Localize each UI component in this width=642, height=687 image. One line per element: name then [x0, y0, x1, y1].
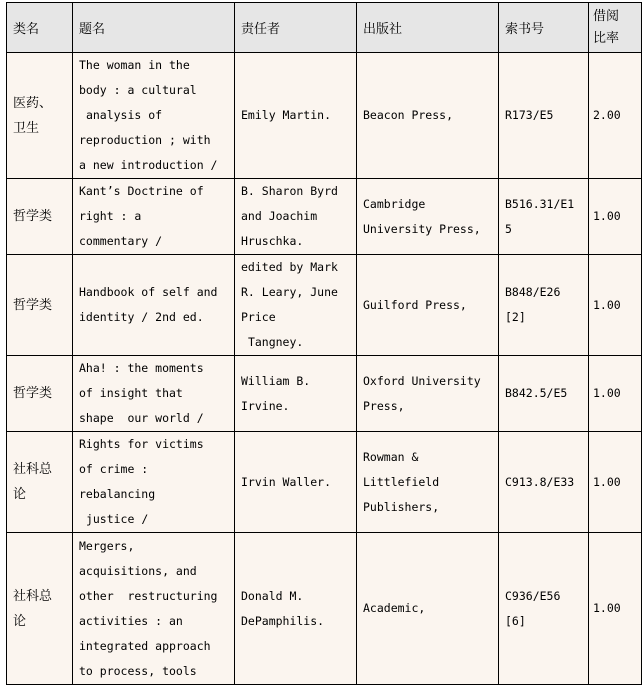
author-line: edited by Mark	[241, 260, 338, 274]
category-line: 哲学类	[13, 209, 53, 224]
category-cell	[7, 432, 73, 533]
category-cell	[7, 179, 73, 255]
category-line: 论	[13, 613, 27, 629]
call-number-cell	[499, 179, 589, 255]
publisher-line: Beacon Press,	[363, 108, 454, 122]
call-number-cell	[499, 255, 589, 356]
title-line: rebalancing	[79, 487, 156, 501]
title-line: of insight that	[79, 386, 183, 400]
title-cell	[73, 356, 235, 432]
author-cell	[235, 255, 357, 356]
author-cell	[235, 432, 357, 533]
borrow-ratio-cell: 1.00	[589, 255, 642, 356]
header-borrow-ratio-line2: 比率	[593, 30, 620, 46]
author-line: and Joachim	[241, 209, 318, 223]
publisher-line: Oxford University	[363, 373, 481, 388]
author-line: R. Leary, June	[241, 285, 338, 299]
title-line: shape our world /	[79, 411, 204, 425]
category-line: 论	[13, 487, 27, 502]
category-cell	[7, 53, 73, 179]
call-number-line: B848/E26	[505, 285, 561, 299]
category-cell	[7, 533, 73, 685]
table-row	[7, 356, 642, 432]
table-row	[7, 53, 642, 179]
header-borrow-ratio	[589, 3, 642, 53]
call-number-line: C913.8/E33	[505, 474, 575, 489]
author-line: B. Sharon Byrd	[241, 184, 338, 198]
title-cell	[73, 53, 235, 179]
call-number-cell	[499, 53, 589, 179]
author-line: Irvine.	[241, 398, 290, 413]
title-line: Kant’s Doctrine of	[79, 184, 204, 198]
borrow-ratio-cell: 1.00	[589, 432, 642, 533]
title-line: commentary /	[79, 234, 163, 248]
table-row	[7, 255, 642, 356]
title-cell	[73, 179, 235, 255]
call-number-cell	[499, 356, 589, 432]
publisher-line: Academic,	[363, 601, 426, 615]
title-line: other restructuring	[79, 588, 218, 603]
publisher-line: Rowman &	[363, 449, 419, 464]
publisher-cell	[357, 255, 499, 356]
title-line: acquisitions, and	[79, 563, 197, 578]
author-line: William B.	[241, 373, 311, 388]
title-line: Mergers,	[79, 538, 135, 553]
title-line: right : a	[79, 209, 142, 223]
category-line: 社科总	[13, 588, 53, 604]
publisher-line: Publishers,	[363, 499, 440, 514]
call-number-line: B842.5/E5	[505, 386, 568, 400]
title-line: Rights for victims	[79, 437, 204, 451]
category-line: 医药、	[13, 95, 53, 111]
title-cell	[73, 432, 235, 533]
title-line: identity / 2nd ed.	[79, 310, 204, 324]
call-number-line: [2]	[505, 310, 526, 324]
author-line: Emily Martin.	[241, 108, 332, 122]
title-cell	[73, 255, 235, 356]
header-author: 责任者	[235, 3, 357, 53]
title-line: integrated approach	[79, 638, 211, 653]
author-line: Price	[241, 310, 276, 324]
author-line: Hruschka.	[241, 234, 304, 248]
category-line: 卫生	[13, 120, 40, 136]
title-line: to process, tools	[79, 663, 197, 678]
borrow-ratio-cell: 1.00	[589, 179, 642, 255]
borrow-ratio-cell: 2.00	[589, 53, 642, 179]
category-line: 社科总	[13, 462, 53, 477]
header-publisher: 出版社	[357, 3, 499, 53]
title-line: activities : an	[79, 613, 183, 628]
publisher-line: Littlefield	[363, 474, 440, 489]
call-number-line: C936/E56	[505, 588, 561, 603]
publisher-cell	[357, 533, 499, 685]
category-line: 哲学类	[13, 386, 53, 401]
table-body	[7, 53, 642, 685]
call-number-line: 5	[505, 221, 512, 236]
author-line: Tangney.	[241, 335, 304, 349]
header-category: 类名	[7, 3, 73, 53]
publisher-line: Guilford Press,	[363, 297, 467, 312]
author-cell	[235, 356, 357, 432]
publisher-line: Cambridge	[363, 196, 426, 211]
category-cell	[7, 255, 73, 356]
book-borrow-table	[6, 2, 642, 685]
call-number-cell	[499, 432, 589, 533]
title-line: The woman in the	[79, 58, 190, 72]
title-line: body : a cultural	[79, 83, 197, 97]
header-call-number: 索书号	[499, 3, 589, 53]
borrow-ratio-cell: 1.00	[589, 356, 642, 432]
header-title: 题名	[73, 3, 235, 53]
author-line: Donald M.	[241, 588, 304, 603]
title-line: reproduction ; with	[79, 133, 211, 147]
call-number-line: B516.31/E1	[505, 196, 575, 211]
title-cell	[73, 533, 235, 685]
header-borrow-ratio-line1: 借阅	[593, 8, 620, 24]
table-row	[7, 432, 642, 533]
category-line: 哲学类	[13, 297, 53, 313]
title-line: justice /	[79, 512, 149, 526]
publisher-line: Press,	[363, 398, 405, 413]
header-row	[7, 3, 642, 53]
author-cell	[235, 533, 357, 685]
title-line: Handbook of self and	[79, 285, 218, 299]
publisher-line: University Press,	[363, 221, 481, 236]
category-cell	[7, 356, 73, 432]
title-line: a new introduction /	[79, 158, 218, 172]
publisher-cell	[357, 179, 499, 255]
title-line: of crime :	[79, 462, 149, 476]
title-line: Aha! : the moments	[79, 361, 204, 375]
publisher-cell	[357, 432, 499, 533]
table-row	[7, 179, 642, 255]
publisher-cell	[357, 53, 499, 179]
author-line: Irvin Waller.	[241, 474, 332, 489]
borrow-ratio-cell: 1.00	[589, 533, 642, 685]
call-number-line: R173/E5	[505, 108, 554, 122]
call-number-cell	[499, 533, 589, 685]
author-cell	[235, 53, 357, 179]
publisher-cell	[357, 356, 499, 432]
author-cell	[235, 179, 357, 255]
call-number-line: [6]	[505, 613, 526, 628]
author-line: DePamphilis.	[241, 613, 325, 628]
title-line: analysis of	[79, 108, 163, 122]
table-row	[7, 533, 642, 685]
